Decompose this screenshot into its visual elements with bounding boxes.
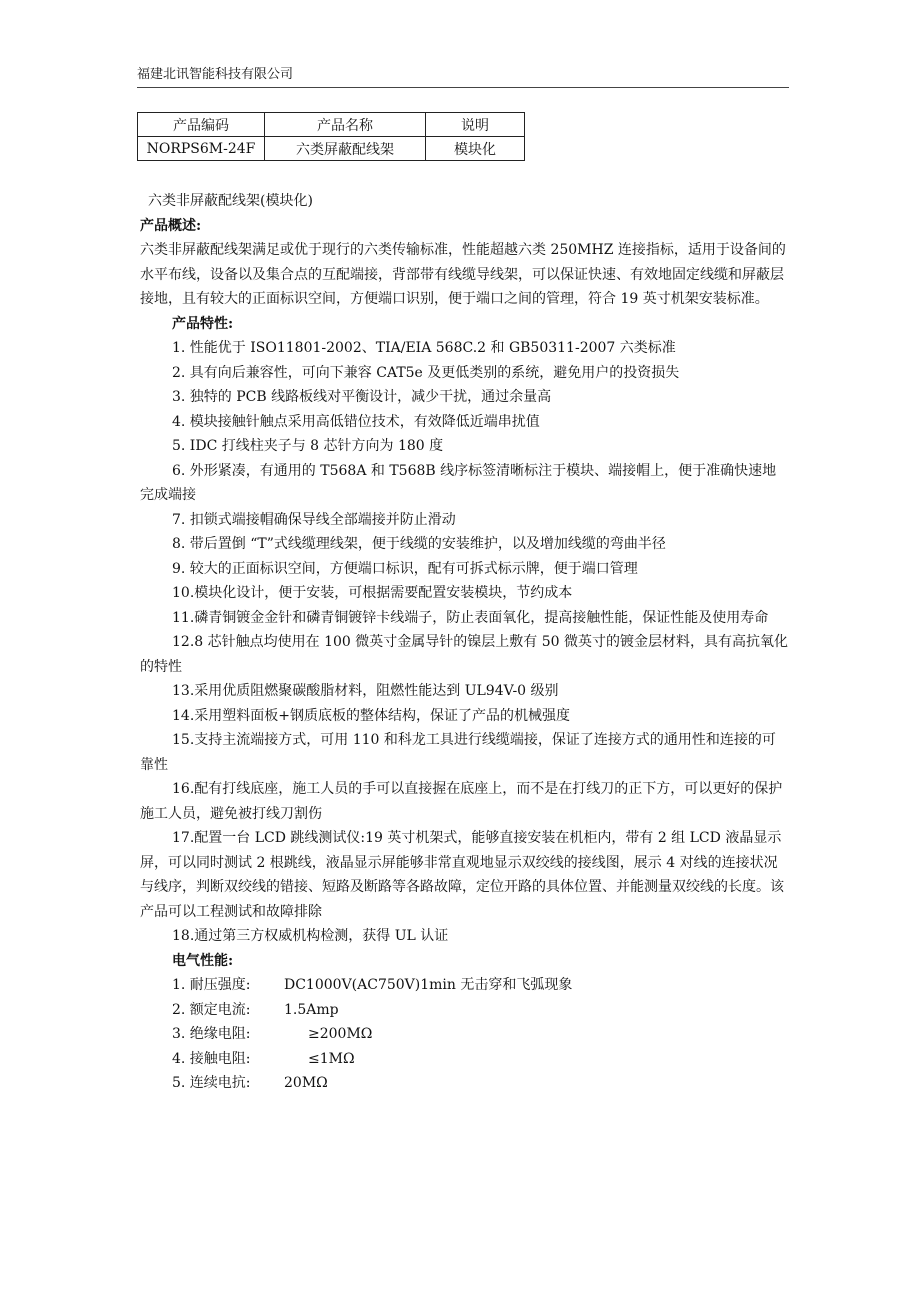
features-list (140, 336, 788, 949)
table-header-name: 产品名称 (265, 113, 426, 137)
feature-item: 3. 独特的 PCB 线路板线对平衡设计，减少干扰，通过余量高 (172, 389, 552, 405)
document-title: 六类非屏蔽配线架(模块化) (148, 193, 313, 209)
feature-item: 8. 带后置倒 “T”式线缆理线架，便于线缆的安装维护，以及增加线缆的弯曲半径 (172, 536, 666, 552)
product-table (137, 112, 525, 161)
electrical-item (140, 1047, 788, 1072)
feature-item: 17.配置一台 LCD 跳线测试仪:19 英寸机架式，能够直接安装在机柜内，带有 2 组 LCD 液晶显示屏，可以同时测试 2 根跳线，液晶显示屏能够非常直观地显示双绞线的接线图，展示 4 对线的连接状况与线序，判断双绞线的错接、短路及断路等各路故障，定位开路的具体位置、并能测量双绞线的长度。该产品可以工程测试和故障排除 (140, 830, 784, 920)
table-header-code: 产品编码 (138, 113, 265, 137)
electrical-label: 4. 接触电阻: (172, 1050, 251, 1067)
feature-item: 5. IDC 打线柱夹子与 8 芯针方向为 180 度 (172, 438, 444, 454)
electrical-label: 5. 连续电抗: (172, 1075, 251, 1091)
electrical-value: 1.5Amp (284, 1001, 339, 1018)
table-cell-desc: 模块化 (426, 137, 525, 161)
electrical-label: 2. 额定电流: (172, 1001, 251, 1018)
feature-item: 1. 性能优于 ISO11801-2002、TIA/EIA 568C.2 和 GB50311-2007 六类标准 (172, 340, 676, 356)
electrical-heading: 电气性能: (172, 952, 234, 969)
company-name: 福建北讯智能科技有限公司 (137, 67, 294, 82)
electrical-value: ≥200MΩ (308, 1026, 373, 1042)
feature-item: 10.模块化设计，便于安装，可根据需要配置安装模块，节约成本 (172, 585, 573, 601)
electrical-item (140, 1022, 788, 1047)
feature-item: 16.配有打线底座，施工人员的手可以直接握在底座上，而不是在打线刀的正下方，可以更好的保护施工人员，避免被打线刀割伤 (140, 781, 783, 822)
feature-item: 7. 扣锁式端接帽确保导线全部端接并防止滑动 (172, 511, 456, 528)
overview-heading: 产品概述: (140, 217, 202, 234)
electrical-value: 20MΩ (284, 1075, 328, 1091)
feature-item: 4. 模块接触针触点采用高低错位技术，有效降低近端串扰值 (172, 413, 540, 430)
feature-item: 18.通过第三方权威机构检测，获得 UL 认证 (172, 928, 449, 944)
feature-item: 11.磷青铜镀金金针和磷青铜镀锌卡线端子，防止表面氧化，提高接触性能，保证性能及使用寿命 (172, 609, 769, 626)
table-header-desc: 说明 (426, 113, 525, 137)
overview-text: 六类非屏蔽配线架满足或优于现行的六类传输标准，性能超越六类 250MHZ 连接指标，适用于设备间的水平布线，设备以及集合点的互配端接，背部带有线缆导线架，可以保证快速、有效地固定线缆和屏蔽层接地，且有较大的正面标识空间，方便端口识别，便于端口之间的管理，符合 19 英寸机架安装标准。 (140, 242, 786, 307)
feature-item: 12.8 芯针触点均使用在 100 微英寸金属导针的镍层上敷有 50 微英寸的镀金层材料，具有高抗氧化的特性 (140, 634, 788, 675)
electrical-item (140, 973, 788, 998)
feature-item: 9. 较大的正面标识空间，方便端口标识，配有可拆式标示牌，便于端口管理 (172, 560, 638, 577)
table-header-row (138, 113, 525, 137)
electrical-list (140, 973, 788, 1096)
page-header (137, 66, 789, 88)
feature-item: 13.采用优质阻燃聚碳酸脂材料，阻燃性能达到 UL94V-0 级别 (172, 683, 559, 699)
table-cell-name: 六类屏蔽配线架 (265, 137, 426, 161)
table-cell-code: NORPS6M-24F (138, 137, 265, 161)
electrical-label: 1. 耐压强度: (172, 977, 251, 993)
document-body (140, 189, 788, 1096)
electrical-label: 3. 绝缘电阻: (172, 1026, 251, 1042)
table-row (138, 137, 525, 161)
feature-item: 6. 外形紧凑，有通用的 T568A 和 T568B 线序标签清晰标注于模块、端接帽上，便于准确快速地完成端接 (140, 462, 777, 503)
electrical-item (140, 998, 788, 1023)
feature-item: 2. 具有向后兼容性，可向下兼容 CAT5e 及更低类别的系统，避免用户的投资损失 (172, 364, 680, 381)
electrical-item (140, 1071, 788, 1096)
feature-item: 14.采用塑料面板+钢质底板的整体结构，保证了产品的机械强度 (172, 707, 570, 724)
features-heading: 产品特性: (172, 315, 234, 332)
electrical-value: DC1000V(AC750V)1min 无击穿和飞弧现象 (284, 977, 573, 993)
electrical-value: ≤1MΩ (308, 1050, 355, 1067)
feature-item: 15.支持主流端接方式，可用 110 和科龙工具进行线缆端接，保证了连接方式的通用性和连接的可靠性 (140, 732, 776, 773)
